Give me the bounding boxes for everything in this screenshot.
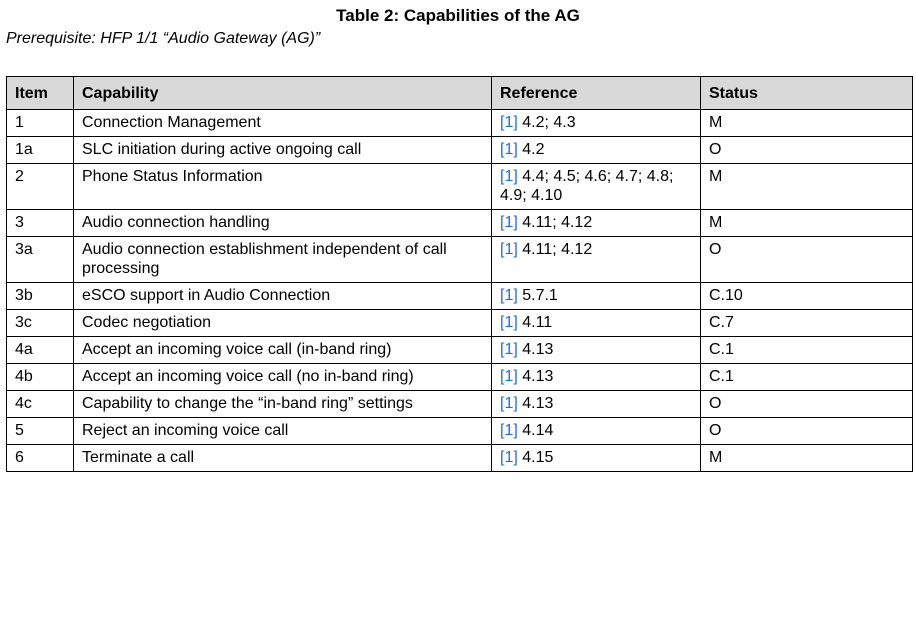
reference-link[interactable]: [1] <box>500 241 518 258</box>
item-cell: 3c <box>7 310 74 337</box>
table-row <box>7 283 913 310</box>
reference-link[interactable]: [1] <box>500 168 518 185</box>
capability-cell: Accept an incoming voice call (in-band ring) <box>74 337 492 364</box>
header-status: Status <box>701 77 913 110</box>
header-row <box>7 77 913 110</box>
reference-cell <box>492 283 701 310</box>
table-row <box>7 137 913 164</box>
reference-cell <box>492 310 701 337</box>
reference-link[interactable]: [1] <box>500 341 518 358</box>
status-cell: O <box>701 418 913 445</box>
capability-cell: Connection Management <box>74 110 492 137</box>
table-row <box>7 418 913 445</box>
table-row <box>7 391 913 418</box>
reference-text: 4.13 <box>517 341 554 358</box>
item-cell: 3 <box>7 210 74 237</box>
reference-cell <box>492 337 701 364</box>
capabilities-table <box>6 76 913 472</box>
reference-text: 4.2 <box>517 141 545 158</box>
capability-cell: Audio connection establishment independent of call processing <box>74 237 492 283</box>
reference-text: 4.11; 4.12 <box>517 241 593 258</box>
item-cell: 6 <box>7 445 74 472</box>
status-cell: O <box>701 137 913 164</box>
reference-text: 4.14 <box>517 422 554 439</box>
status-cell: C.7 <box>701 310 913 337</box>
reference-cell <box>492 418 701 445</box>
table-row <box>7 445 913 472</box>
reference-link[interactable]: [1] <box>500 395 518 412</box>
capability-cell: Phone Status Information <box>74 164 492 210</box>
status-cell: O <box>701 237 913 283</box>
item-cell: 2 <box>7 164 74 210</box>
reference-cell <box>492 110 701 137</box>
reference-link[interactable]: [1] <box>500 422 518 439</box>
status-cell: M <box>701 110 913 137</box>
status-cell: C.10 <box>701 283 913 310</box>
capability-cell: Codec negotiation <box>74 310 492 337</box>
reference-link[interactable]: [1] <box>500 141 518 158</box>
item-cell: 1a <box>7 137 74 164</box>
table-row <box>7 337 913 364</box>
reference-link[interactable]: [1] <box>500 449 518 466</box>
reference-cell <box>492 137 701 164</box>
reference-text: 4.13 <box>517 395 554 412</box>
capability-cell: Audio connection handling <box>74 210 492 237</box>
item-cell: 4b <box>7 364 74 391</box>
prerequisite-text: Prerequisite: HFP 1/1 “Audio Gateway (AG)” <box>6 30 321 47</box>
reference-link[interactable]: [1] <box>500 214 518 231</box>
status-cell: C.1 <box>701 337 913 364</box>
capability-cell: Accept an incoming voice call (no in-band ring) <box>74 364 492 391</box>
item-cell: 1 <box>7 110 74 137</box>
item-cell: 3b <box>7 283 74 310</box>
reference-cell <box>492 237 701 283</box>
table-row <box>7 210 913 237</box>
reference-text: 4.4; 4.5; 4.6; 4.7; 4.8; 4.9; 4.10 <box>500 168 674 204</box>
item-cell: 5 <box>7 418 74 445</box>
table-row <box>7 364 913 391</box>
reference-cell <box>492 210 701 237</box>
table-row <box>7 164 913 210</box>
header-reference: Reference <box>492 77 701 110</box>
item-cell: 4c <box>7 391 74 418</box>
reference-link[interactable]: [1] <box>500 114 518 131</box>
capability-cell: Reject an incoming voice call <box>74 418 492 445</box>
reference-cell <box>492 391 701 418</box>
reference-text: 4.11 <box>517 314 553 331</box>
reference-text: 4.13 <box>517 368 554 385</box>
item-cell: 4a <box>7 337 74 364</box>
status-cell: C.1 <box>701 364 913 391</box>
capability-cell: SLC initiation during active ongoing call <box>74 137 492 164</box>
reference-text: 4.11; 4.12 <box>517 214 593 231</box>
reference-link[interactable]: [1] <box>500 368 518 385</box>
table-title: Table 2: Capabilities of the AG <box>336 6 580 25</box>
status-cell: M <box>701 445 913 472</box>
table-row <box>7 110 913 137</box>
capability-cell: Terminate a call <box>74 445 492 472</box>
capability-cell: Capability to change the “in-band ring” settings <box>74 391 492 418</box>
reference-text: 4.15 <box>517 449 554 466</box>
header-item: Item <box>7 77 74 110</box>
table-row <box>7 237 913 283</box>
reference-cell <box>492 364 701 391</box>
table-row <box>7 310 913 337</box>
reference-cell <box>492 445 701 472</box>
status-cell: O <box>701 391 913 418</box>
header-capability: Capability <box>74 77 492 110</box>
item-cell: 3a <box>7 237 74 283</box>
capability-cell: eSCO support in Audio Connection <box>74 283 492 310</box>
reference-text: 5.7.1 <box>517 287 558 304</box>
reference-cell <box>492 164 701 210</box>
reference-text: 4.2; 4.3 <box>517 114 576 131</box>
reference-link[interactable]: [1] <box>500 287 518 304</box>
status-cell: M <box>701 210 913 237</box>
status-cell: M <box>701 164 913 210</box>
reference-link[interactable]: [1] <box>500 314 518 331</box>
